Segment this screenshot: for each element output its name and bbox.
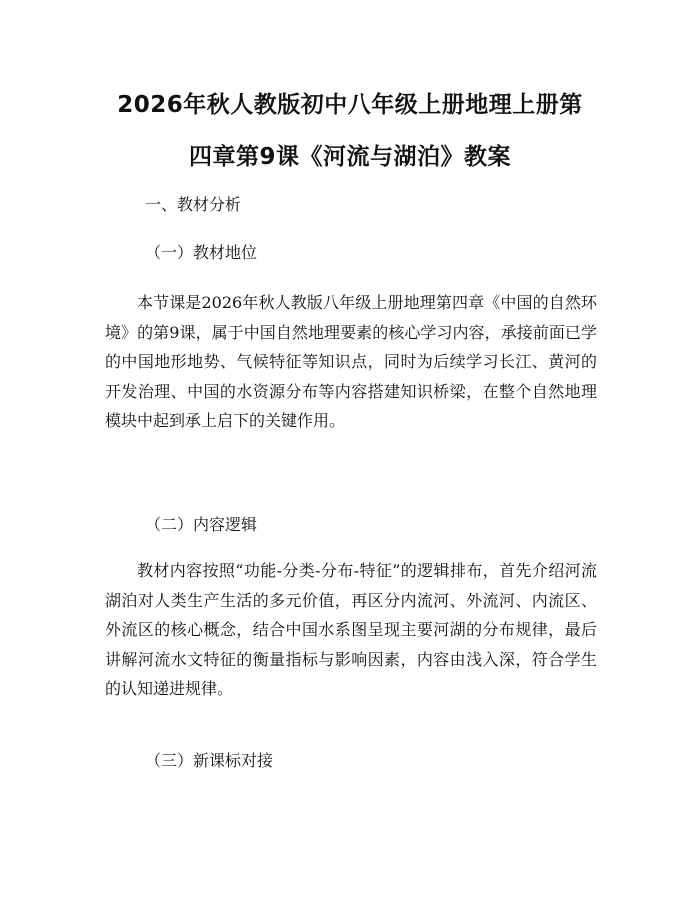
section-heading-textbook-analysis: 一、教材分析 bbox=[145, 195, 242, 214]
document-title-line-1: 2026年秋人教版初中八年级上册地理上册第 bbox=[117, 92, 583, 118]
paragraph-content-logic: 教材内容按照“功能-分类-分布-特征”的逻辑排布，首先介绍河流湖泊对人类生产生活的多元价值，再区分内流河、外流河、内流区、外流区的核心概念，结合中国水系图呈现主要河湖的分布规律，最后讲解河流水文特征的衡量指标与影响因素，内容由浅入深，符合学生的认知递进规律。 bbox=[105, 561, 597, 698]
subheading-textbook-position: （一）教材地位 bbox=[145, 243, 258, 262]
document-title-line-2: 四章第9课《河流与湖泊》教案 bbox=[188, 144, 511, 170]
subheading-content-logic: （二）内容逻辑 bbox=[145, 515, 258, 534]
paragraph-textbook-position: 本节课是2026年秋人教版八年级上册地理第四章《中国的自然环境》的第9课，属于中国自然地理要素的核心学习内容，承接前面已学的中国地形地势、气候特征等知识点，同时为后续学习长江、黄河的开发治理、中国的水资源分布等内容搭建知识桥梁，在整个自然地理模块中起到承上启下的关键作用。 bbox=[105, 293, 597, 430]
subheading-curriculum-alignment: （三）新课标对接 bbox=[145, 751, 274, 770]
